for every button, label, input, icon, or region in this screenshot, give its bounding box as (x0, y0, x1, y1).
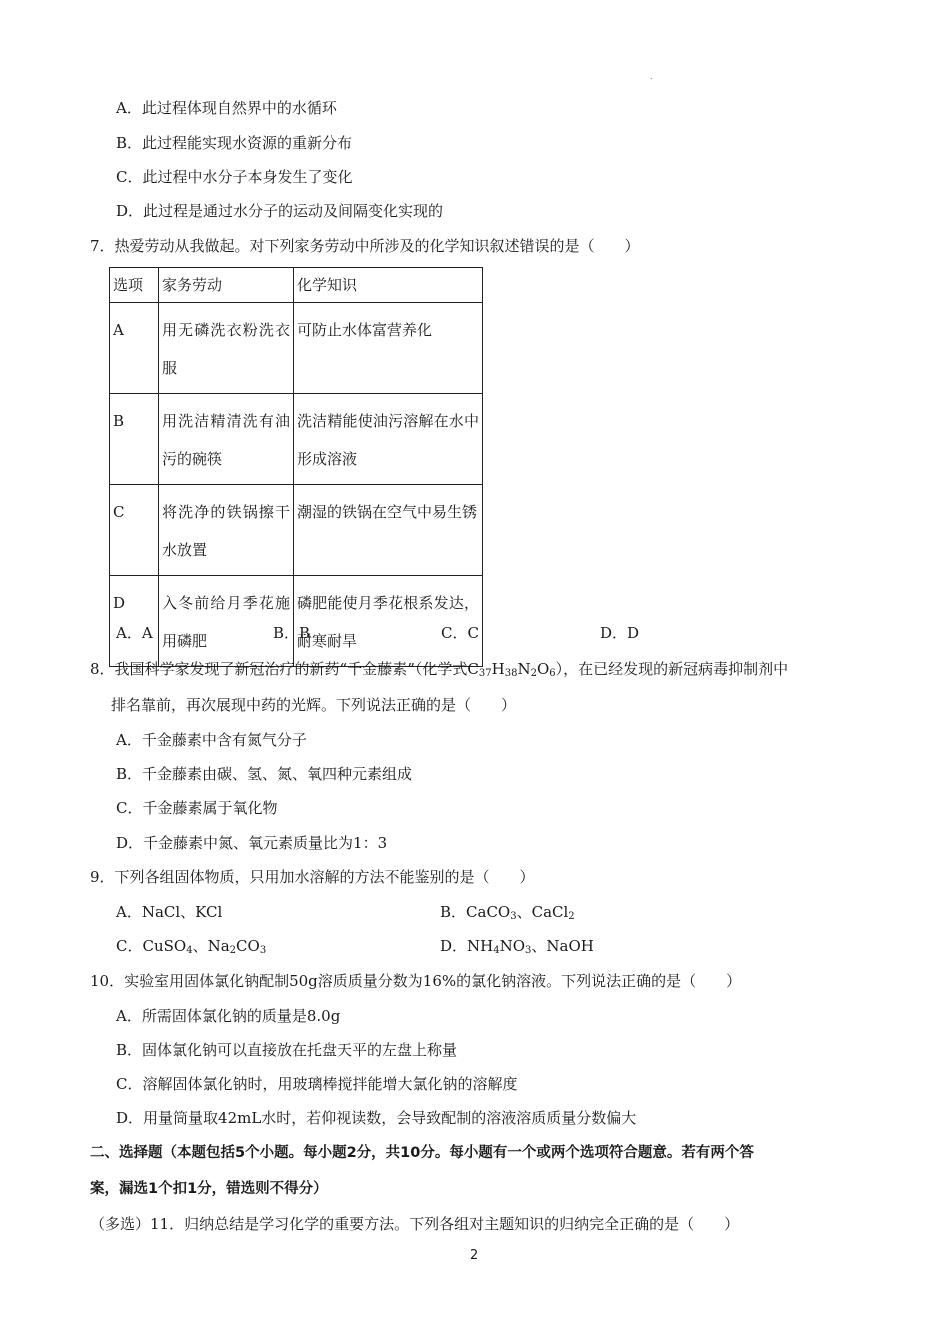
q7-option-c: C．C (441, 624, 479, 642)
table-cell: 入冬前给月季花施用磷肥 (159, 576, 294, 667)
q8-stem-line2: 排名靠前，再次展现中药的光辉。下列说法正确的是（ ） (111, 696, 517, 714)
table-row (110, 485, 483, 576)
table-cell: 可防止水体富营养化 (294, 303, 483, 394)
table-row (110, 394, 483, 485)
q9-stem: 9．下列各组固体物质，只用加水溶解的方法不能鉴别的是（ ） (90, 868, 535, 886)
formula-sub-o: 6 (549, 668, 556, 679)
q8-option-d: D．千金藤素中氮、氧元素质量比为1：3 (116, 834, 388, 852)
table-row (110, 576, 483, 667)
q9-option-c (116, 936, 266, 956)
q7-stem: 7．热爱劳动从我做起。对下列家务劳动中所涉及的化学知识叙述错误的是（ ） (90, 237, 640, 255)
table-cell: B (110, 394, 159, 485)
formula-h: H (491, 660, 505, 678)
q9-option-a: A．NaCl、KCl (116, 903, 223, 921)
q10-option-b: B．固体氯化钠可以直接放在托盘天平的左盘上称量 (116, 1041, 458, 1059)
q7-option-a: A．A (116, 624, 153, 642)
q6-option-a: A．此过程体现自然界中的水循环 (116, 99, 337, 117)
table-cell: C (110, 485, 159, 576)
page-number: 2 (470, 1248, 479, 1263)
q9-option-d-text: NO (499, 937, 526, 955)
q10-option-d: D．用量筒量取42mL水时，若仰视读数，会导致配制的溶液溶质质量分数偏大 (116, 1109, 637, 1127)
subscript: 3 (525, 945, 532, 956)
q10-option-c: C．溶解固体氯化钠时，用玻璃棒搅拌能增大氯化钠的溶解度 (116, 1075, 518, 1093)
formula-sub-c: 37 (478, 668, 492, 679)
q8-stem-part2: ），在已经发现的新冠病毒抑制剂中 (555, 660, 789, 678)
q8-option-a: A．千金藤素中含有氮气分子 (116, 731, 307, 749)
q9-option-d-text: D．NH (440, 937, 494, 955)
q9-option-b (440, 902, 575, 922)
section-heading-line2: 案，漏选1个扣1分，错选则不得分） (90, 1181, 328, 1197)
subscript: 3 (259, 945, 267, 956)
table-header-row (110, 268, 483, 303)
q7-option-d: D．D (600, 624, 640, 642)
q8-stem-part1: 8．我国科学家发现了新冠治疗的新药“千金藤素”（化学式C (90, 660, 479, 678)
table-header-cell: 家务劳动 (159, 268, 294, 303)
q11-stem: （多选）11．归纳总结是学习化学的重要方法。下列各组对主题知识的归纳完全正确的是（ ） (90, 1215, 740, 1233)
q9-option-d (440, 936, 594, 956)
formula-sub-n: 2 (530, 668, 537, 679)
q10-stem: 10．实验室用固体氯化钠配制50g溶质质量分数为16%的氯化钠溶液。下列说法正确的是（ ） (90, 972, 742, 990)
q9-option-c-text: 、Na (192, 937, 230, 955)
table-cell: A (110, 303, 159, 394)
table-cell: 洗洁精能使油污溶解在水中形成溶液 (294, 394, 483, 485)
table-cell: 潮湿的铁锅在空气中易生锈 (294, 485, 483, 576)
subscript: 4 (186, 945, 193, 956)
q6-option-c: C．此过程中水分子本身发生了变化 (116, 168, 353, 186)
q9-option-c-text: C．CuSO (116, 937, 187, 955)
q9-option-c-text: CO (236, 937, 260, 955)
q7-table (109, 267, 483, 667)
subscript: 3 (510, 911, 517, 922)
table-header-cell: 化学知识 (294, 268, 483, 303)
table-cell: 将洗净的铁锅擦干水放置 (159, 485, 294, 576)
q10-option-a: A．所需固体氯化钠的质量是8.0g (116, 1007, 341, 1025)
formula-sub-h: 38 (504, 668, 518, 679)
table-row (110, 303, 483, 394)
q9-option-b-text: B．CaCO (440, 903, 511, 921)
q9-option-d-text: 、NaOH (531, 937, 594, 955)
q6-option-d: D．此过程是通过水分子的运动及间隔变化实现的 (116, 202, 444, 220)
q8-stem (90, 659, 788, 679)
q9-option-b-text: 、CaCl (516, 903, 569, 921)
q8-option-c: C．千金藤素属于氧化物 (116, 799, 278, 817)
formula-o: O (536, 660, 550, 678)
q7-option-b: B．B (273, 624, 311, 642)
table-header-cell: 选项 (110, 268, 159, 303)
formula-n: N (517, 660, 531, 678)
table-cell: D (110, 576, 159, 667)
subscript: 4 (493, 945, 500, 956)
section-heading: 二、选择题（本题包括5个小题。每小题2分，共10分。每小题有一个或两个选项符合题意。若有两个答 (90, 1145, 754, 1161)
subscript: 2 (568, 911, 575, 922)
table-cell: 用洗洁精清洗有油污的碗筷 (159, 394, 294, 485)
subscript: 2 (229, 945, 237, 956)
q6-option-b: B．此过程能实现水资源的重新分布 (116, 134, 353, 152)
scan-mark: . (650, 72, 653, 81)
q8-option-b: B．千金藤素由碳、氢、氮、氧四种元素组成 (116, 765, 413, 783)
table-cell: 磷肥能使月季花根系发达，耐寒耐旱 (294, 576, 483, 667)
table-cell: 用无磷洗衣粉洗衣服 (159, 303, 294, 394)
